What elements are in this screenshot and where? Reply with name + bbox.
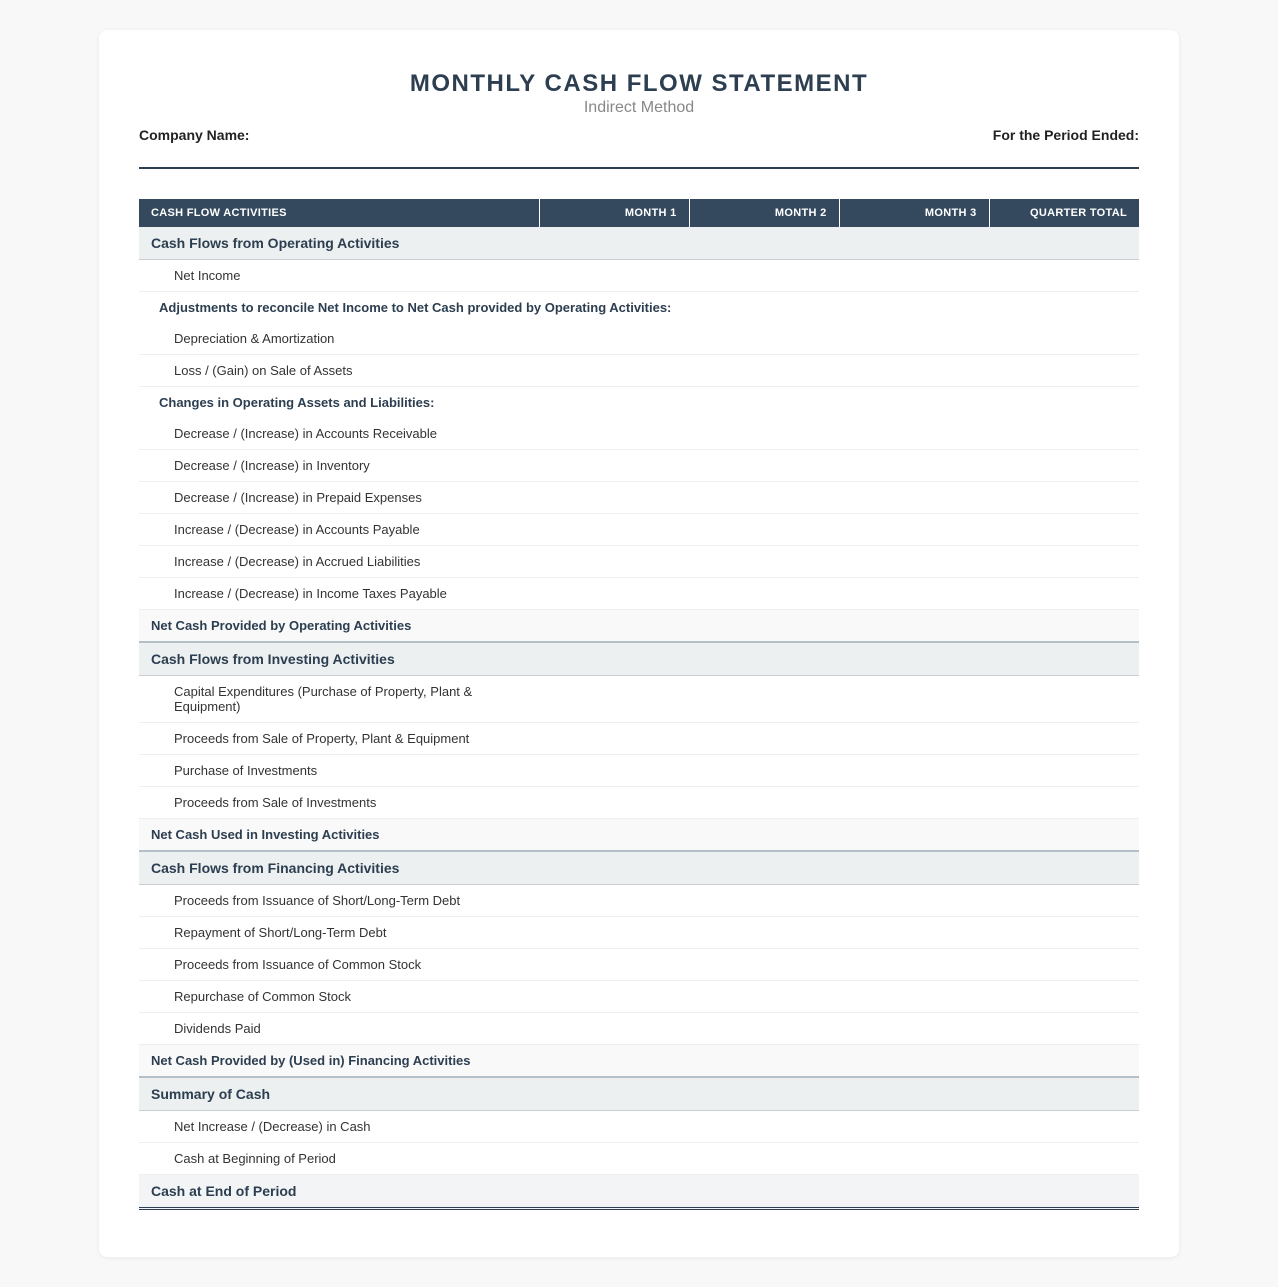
month-3-cell	[839, 1111, 989, 1143]
quarter-total-cell	[989, 1111, 1139, 1143]
row-label: Proceeds from Sale of Property, Plant & Equipment	[139, 723, 539, 755]
table-row	[139, 1143, 1139, 1175]
table-row	[139, 723, 1139, 755]
table-row	[139, 1013, 1139, 1045]
page-subtitle: Indirect Method	[583, 99, 695, 116]
section-financing	[139, 851, 1139, 885]
table-row	[139, 482, 1139, 514]
row-label: Net Income	[139, 260, 539, 292]
month-1-cell[interactable]	[539, 260, 689, 292]
month-3-cell[interactable]	[839, 981, 989, 1013]
section-operating	[139, 227, 1139, 260]
quarter-total	[989, 1175, 1139, 1209]
statement-content	[139, 30, 1139, 1210]
quarter-total-cell	[989, 260, 1139, 292]
row-label: Capital Expenditures (Purchase of Property, Plant & Equipment)	[139, 676, 539, 723]
row-label: Increase / (Decrease) in Accounts Payable	[139, 514, 539, 546]
row-label: Repurchase of Common Stock	[139, 981, 539, 1013]
month-3-cell[interactable]	[839, 418, 989, 450]
month-3-cell[interactable]	[839, 1143, 989, 1175]
month-2-cell[interactable]	[689, 418, 839, 450]
final-total-row	[139, 1175, 1139, 1209]
month-1-cell[interactable]	[539, 787, 689, 819]
month-3-cell[interactable]	[839, 546, 989, 578]
row-label: Decrease / (Increase) in Accounts Receivable	[139, 418, 539, 450]
section-investing	[139, 642, 1139, 676]
month-1-cell[interactable]	[539, 578, 689, 610]
column-header-activities: CASH FLOW ACTIVITIES	[139, 199, 539, 227]
quarter-total	[989, 819, 1139, 852]
month-2-cell[interactable]	[689, 1143, 839, 1175]
month-2-total	[689, 1175, 839, 1209]
month-1-cell[interactable]	[539, 323, 689, 355]
month-2-cell[interactable]	[689, 981, 839, 1013]
month-3-cell[interactable]	[839, 885, 989, 917]
table-row	[139, 787, 1139, 819]
month-3-cell[interactable]	[839, 755, 989, 787]
month-3-total	[839, 610, 989, 643]
month-2-cell[interactable]	[689, 578, 839, 610]
row-label: Repayment of Short/Long-Term Debt	[139, 917, 539, 949]
statement-card	[99, 30, 1179, 1257]
month-3-cell[interactable]	[839, 787, 989, 819]
month-2-cell[interactable]	[689, 514, 839, 546]
month-1-total	[539, 1175, 689, 1209]
month-3-cell[interactable]	[839, 323, 989, 355]
quarter-total-cell	[989, 917, 1139, 949]
month-1-cell[interactable]	[539, 676, 689, 723]
row-label: Net Increase / (Decrease) in Cash	[139, 1111, 539, 1143]
month-1-cell[interactable]	[539, 450, 689, 482]
quarter-total-cell	[989, 787, 1139, 819]
table-row	[139, 418, 1139, 450]
quarter-total-cell	[989, 418, 1139, 450]
month-1-cell	[539, 1111, 689, 1143]
month-2-cell[interactable]	[689, 676, 839, 723]
table-row	[139, 260, 1139, 292]
section-summary	[139, 1077, 1139, 1111]
column-header-month-1: MONTH 1	[539, 199, 689, 227]
month-1-cell[interactable]	[539, 1013, 689, 1045]
column-header-month-2: MONTH 2	[689, 199, 839, 227]
quarter-total-cell	[989, 949, 1139, 981]
row-label: Depreciation & Amortization	[139, 323, 539, 355]
month-1-cell[interactable]	[539, 949, 689, 981]
quarter-total-cell	[989, 355, 1139, 387]
month-2-cell[interactable]	[689, 546, 839, 578]
row-label: Increase / (Decrease) in Income Taxes Payable	[139, 578, 539, 610]
column-header-quarter-total: QUARTER TOTAL	[989, 199, 1139, 227]
month-1-total	[539, 1045, 689, 1078]
month-3-cell[interactable]	[839, 917, 989, 949]
quarter-total-cell	[989, 1143, 1139, 1175]
statement-meta	[139, 124, 1139, 146]
row-label: Loss / (Gain) on Sale of Assets	[139, 355, 539, 387]
month-1-cell[interactable]	[539, 546, 689, 578]
month-3-cell[interactable]	[839, 355, 989, 387]
month-1-cell[interactable]	[539, 1143, 689, 1175]
row-label: Decrease / (Increase) in Prepaid Expenses	[139, 482, 539, 514]
table-row	[139, 514, 1139, 546]
table-row	[139, 546, 1139, 578]
total-label: Net Cash Provided by (Used in) Financing Activities	[139, 1045, 539, 1078]
table-row	[139, 676, 1139, 723]
total-row-financing	[139, 1045, 1139, 1078]
month-3-cell[interactable]	[839, 949, 989, 981]
month-1-cell[interactable]	[539, 514, 689, 546]
month-3-total	[839, 819, 989, 852]
subheading-row	[139, 292, 1139, 324]
row-label: Cash at Beginning of Period	[139, 1143, 539, 1175]
row-label: Increase / (Decrease) in Accrued Liabilities	[139, 546, 539, 578]
month-2-cell[interactable]	[689, 260, 839, 292]
table-row	[139, 755, 1139, 787]
subheading-row	[139, 387, 1139, 419]
total-row-investing	[139, 819, 1139, 852]
month-3-cell[interactable]	[839, 482, 989, 514]
total-row-operating	[139, 610, 1139, 643]
table-row	[139, 981, 1139, 1013]
month-2-total	[689, 819, 839, 852]
page-title: MONTHLY CASH FLOW STATEMENT	[409, 70, 869, 97]
table-header-row	[139, 199, 1139, 227]
final-total-label: Cash at End of Period	[139, 1175, 539, 1209]
month-2-cell[interactable]	[689, 917, 839, 949]
table-row	[139, 578, 1139, 610]
row-label: Proceeds from Issuance of Common Stock	[139, 949, 539, 981]
month-1-cell[interactable]	[539, 917, 689, 949]
total-label: Net Cash Used in Investing Activities	[139, 819, 539, 852]
month-1-total	[539, 610, 689, 643]
month-1-cell[interactable]	[539, 355, 689, 387]
total-label: Net Cash Provided by Operating Activities	[139, 610, 539, 643]
column-header-month-3: MONTH 3	[839, 199, 989, 227]
month-3-cell[interactable]	[839, 676, 989, 723]
quarter-total-cell	[989, 755, 1139, 787]
row-label: Dividends Paid	[139, 1013, 539, 1045]
month-3-cell[interactable]	[839, 260, 989, 292]
month-2-cell[interactable]	[689, 949, 839, 981]
month-2-cell[interactable]	[689, 755, 839, 787]
quarter-total-cell	[989, 885, 1139, 917]
subheading-label: Adjustments to reconcile Net Income to Net Cash provided by Operating Activities:	[159, 300, 672, 315]
month-2-cell[interactable]	[689, 787, 839, 819]
quarter-total-cell	[989, 1013, 1139, 1045]
month-1-cell[interactable]	[539, 755, 689, 787]
month-2-cell[interactable]	[689, 723, 839, 755]
table-row	[139, 1111, 1139, 1143]
subheading-label: Changes in Operating Assets and Liabilities:	[159, 395, 435, 410]
quarter-total-cell	[989, 676, 1139, 723]
section-heading: Cash Flows from Investing Activities	[139, 642, 1139, 676]
quarter-total-cell	[989, 723, 1139, 755]
section-heading: Cash Flows from Financing Activities	[139, 851, 1139, 885]
row-label: Decrease / (Increase) in Inventory	[139, 450, 539, 482]
month-3-total	[839, 1045, 989, 1078]
table-row	[139, 885, 1139, 917]
month-2-total	[689, 610, 839, 643]
month-1-cell[interactable]	[539, 723, 689, 755]
row-label: Proceeds from Sale of Investments	[139, 787, 539, 819]
company-name-label: Company Name:	[139, 127, 250, 143]
month-1-total	[539, 819, 689, 852]
quarter-total-cell	[989, 450, 1139, 482]
month-2-cell[interactable]	[689, 1013, 839, 1045]
table-row	[139, 450, 1139, 482]
month-3-cell[interactable]	[839, 723, 989, 755]
quarter-total	[989, 610, 1139, 643]
table-row	[139, 355, 1139, 387]
quarter-total-cell	[989, 981, 1139, 1013]
month-3-cell[interactable]	[839, 578, 989, 610]
quarter-total-cell	[989, 546, 1139, 578]
month-3-cell[interactable]	[839, 514, 989, 546]
month-2-cell[interactable]	[689, 482, 839, 514]
table-row	[139, 323, 1139, 355]
quarter-total	[989, 1045, 1139, 1078]
month-3-cell[interactable]	[839, 450, 989, 482]
row-label: Purchase of Investments	[139, 755, 539, 787]
month-3-total	[839, 1175, 989, 1209]
quarter-total-cell	[989, 323, 1139, 355]
month-1-cell[interactable]	[539, 885, 689, 917]
month-2-cell	[689, 1111, 839, 1143]
month-2-cell[interactable]	[689, 323, 839, 355]
section-heading: Cash Flows from Operating Activities	[139, 227, 1139, 260]
header-divider	[139, 167, 1139, 169]
month-1-cell[interactable]	[539, 418, 689, 450]
section-heading: Summary of Cash	[139, 1077, 1139, 1111]
table-row	[139, 949, 1139, 981]
month-2-cell[interactable]	[689, 885, 839, 917]
month-2-cell[interactable]	[689, 355, 839, 387]
cash-flow-table	[139, 199, 1139, 1210]
row-label: Proceeds from Issuance of Short/Long-Term Debt	[139, 885, 539, 917]
month-3-cell[interactable]	[839, 1013, 989, 1045]
month-2-cell[interactable]	[689, 450, 839, 482]
month-1-cell[interactable]	[539, 981, 689, 1013]
quarter-total-cell	[989, 514, 1139, 546]
month-2-total	[689, 1045, 839, 1078]
quarter-total-cell	[989, 578, 1139, 610]
table-row	[139, 917, 1139, 949]
period-ended-label: For the Period Ended:	[992, 127, 1139, 143]
quarter-total-cell	[989, 482, 1139, 514]
month-1-cell[interactable]	[539, 482, 689, 514]
